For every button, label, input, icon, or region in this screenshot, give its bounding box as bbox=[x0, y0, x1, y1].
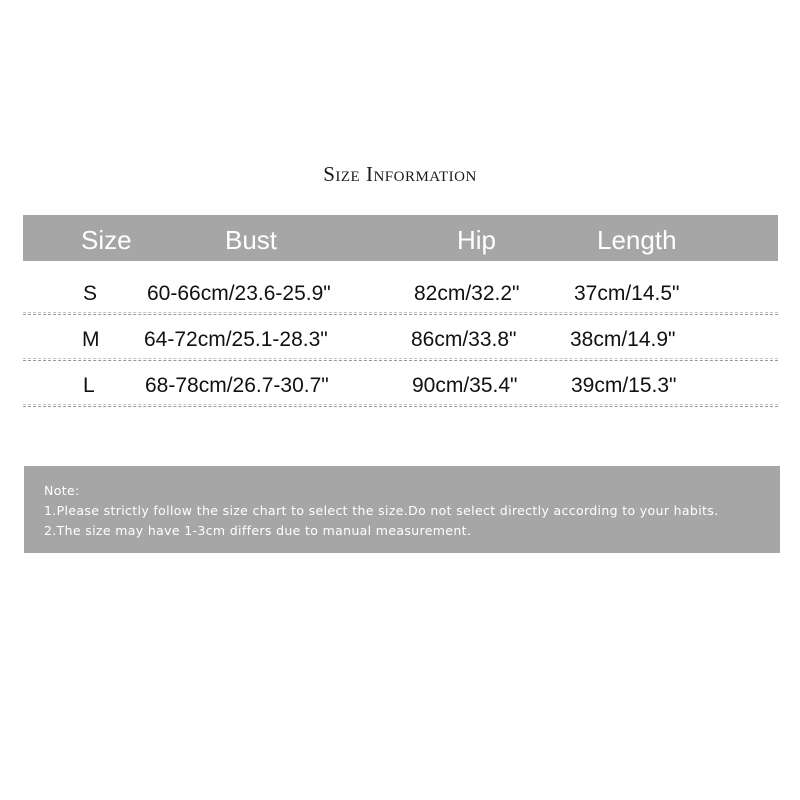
cell-bust: 68-78cm/26.7-30.7" bbox=[145, 374, 329, 397]
cell-hip: 90cm/35.4" bbox=[412, 374, 518, 397]
table-row bbox=[23, 268, 778, 315]
header-length: Length bbox=[597, 225, 677, 255]
cell-hip: 82cm/32.2" bbox=[414, 282, 520, 305]
cell-length: 39cm/15.3" bbox=[571, 374, 677, 397]
note-heading: Note: bbox=[44, 483, 80, 498]
cell-size: L bbox=[83, 374, 95, 397]
header-size: Size bbox=[81, 225, 132, 255]
size-chart-title: Size Information bbox=[323, 162, 477, 186]
cell-length: 38cm/14.9" bbox=[570, 328, 676, 351]
table-row bbox=[23, 360, 778, 407]
header-bust: Bust bbox=[225, 225, 278, 255]
cell-size: S bbox=[83, 282, 98, 305]
cell-length: 37cm/14.5" bbox=[574, 282, 680, 305]
table-row bbox=[23, 314, 778, 361]
header-hip: Hip bbox=[457, 225, 497, 255]
note-line: 2.The size may have 1-3cm differs due to manual measurement. bbox=[44, 523, 472, 538]
cell-bust: 60-66cm/23.6-25.9" bbox=[147, 282, 331, 305]
cell-size: M bbox=[82, 328, 100, 351]
cell-bust: 64-72cm/25.1-28.3" bbox=[144, 328, 328, 351]
size-table-header bbox=[23, 215, 778, 261]
note-box bbox=[24, 466, 780, 553]
cell-hip: 86cm/33.8" bbox=[411, 328, 517, 351]
note-line: 1.Please strictly follow the size chart to select the size.Do not select directly according to your habits. bbox=[44, 503, 719, 518]
